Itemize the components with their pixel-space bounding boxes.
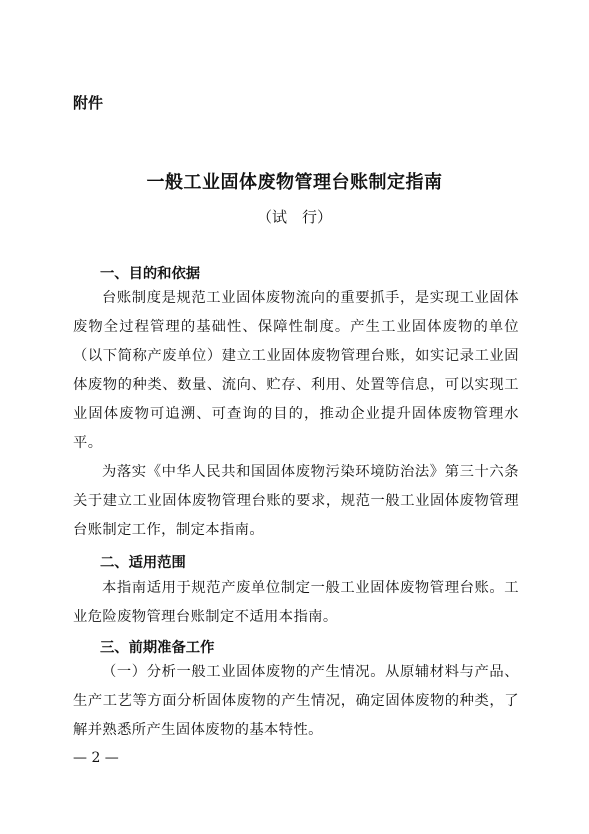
attachment-label: 附件 xyxy=(73,94,104,112)
paragraph-purpose-2: 为落实《中华人民共和国固体废物污染环境防治法》第三十六条关于建立工业固体废物管理台账的要求，规范一般工业固体废物管理台账制定工作，制定本指南。 xyxy=(73,464,519,538)
section-heading-scope: 二、适用范围 xyxy=(100,555,186,571)
paragraph-scope-1: 本指南适用于规范产废单位制定一般工业固体废物管理台账。工业危险废物管理台账制定不适用本指南。 xyxy=(73,580,519,625)
section-heading-preparation: 三、前期准备工作 xyxy=(100,640,215,656)
page-number: — 2 — xyxy=(73,750,119,766)
document-title: 一般工业固体废物管理台账制定指南 xyxy=(146,172,443,193)
paragraph-preparation-1: （一）分析一般工业固体废物的产生情况。从原辅材料与产品、生产工艺等方面分析固体废物的产生情况，确定固体废物的种类，了解并熟悉所产生固体废物的基本特性。 xyxy=(73,664,519,738)
document-subtitle: （试 行） xyxy=(256,208,332,226)
paragraph-purpose-1: 台账制度是规范工业固体废物流向的重要抓手，是实现工业固体废物全过程管理的基础性、保障性制度。产生工业固体废物的单位（以下简称产废单位）建立工业固体废物管理台账，如实记录工业固体废物的种类、数量、流向、贮存、利用、处置等信息，可以实现工业固体废物可追溯、可查询的目的，推动企业提升固体废物管理水平。 xyxy=(73,290,519,451)
section-heading-purpose: 一、目的和依据 xyxy=(100,266,201,282)
